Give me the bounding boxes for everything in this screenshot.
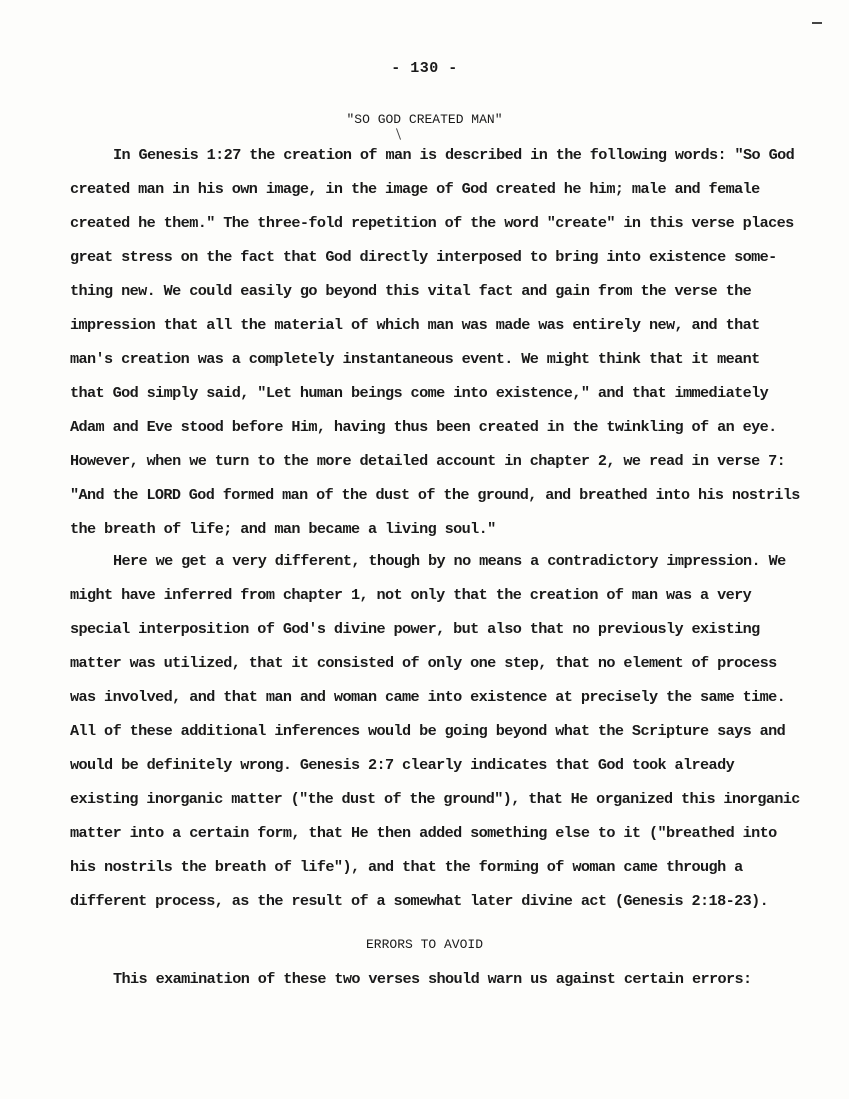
text-line: man's creation was a completely instantaneous event. We might think that it meant <box>70 350 760 368</box>
text-line: different process, as the result of a somewhat later divine act (Genesis 2:18-23). <box>70 892 769 910</box>
text-line: However, when we turn to the more detailed account in chapter 2, we read in verse 7: <box>70 452 786 470</box>
page-number: - 130 - <box>391 60 458 77</box>
text-line: This examination of these two verses should warn us against certain errors: <box>113 970 752 988</box>
text-line: the breath of life; and man became a living soul." <box>70 520 496 538</box>
text-line: existing inorganic matter ("the dust of the ground"), that He organized this inorganic <box>70 790 800 808</box>
ink-mark <box>396 128 401 140</box>
text-line: matter into a certain form, that He then added something else to it ("breathed into <box>70 824 777 842</box>
text-line: special interposition of God's divine power, but also that no previously existing <box>70 620 760 638</box>
text-line: great stress on the fact that God directly interposed to bring into existence some- <box>70 248 777 266</box>
text-line: Adam and Eve stood before Him, having thus been created in the twinkling of an eye. <box>70 418 777 436</box>
text-line: "And the LORD God formed man of the dust of the ground, and breathed into his nostrils <box>70 486 800 504</box>
ink-mark <box>812 22 822 24</box>
text-line: was involved, and that man and woman came into existence at precisely the same time. <box>70 688 786 706</box>
text-line: Here we get a very different, though by no means a contradictory impression. We <box>113 552 786 570</box>
text-line: All of these additional inferences would be going beyond what the Scripture says and <box>70 722 786 740</box>
text-line: matter was utilized, that it consisted of only one step, that no element of process <box>70 654 777 672</box>
text-line: created he them." The three-fold repetition of the word "create" in this verse places <box>70 214 794 232</box>
section-heading: "SO GOD CREATED MAN" <box>346 112 503 127</box>
text-line: In Genesis 1:27 the creation of man is described in the following words: "So God <box>113 146 795 164</box>
text-line: might have inferred from chapter 1, not only that the creation of man was a very <box>70 586 752 604</box>
text-line: thing new. We could easily go beyond this vital fact and gain from the verse the <box>70 282 752 300</box>
text-line: his nostrils the breath of life"), and that the forming of woman came through a <box>70 858 743 876</box>
text-line: created man in his own image, in the image of God created he him; male and female <box>70 180 760 198</box>
text-line: that God simply said, "Let human beings come into existence," and that immediately <box>70 384 769 402</box>
text-line: impression that all the material of which man was made was entirely new, and that <box>70 316 760 334</box>
section-heading: ERRORS TO AVOID <box>365 937 484 952</box>
text-line: would be definitely wrong. Genesis 2:7 clearly indicates that God took already <box>70 756 735 774</box>
